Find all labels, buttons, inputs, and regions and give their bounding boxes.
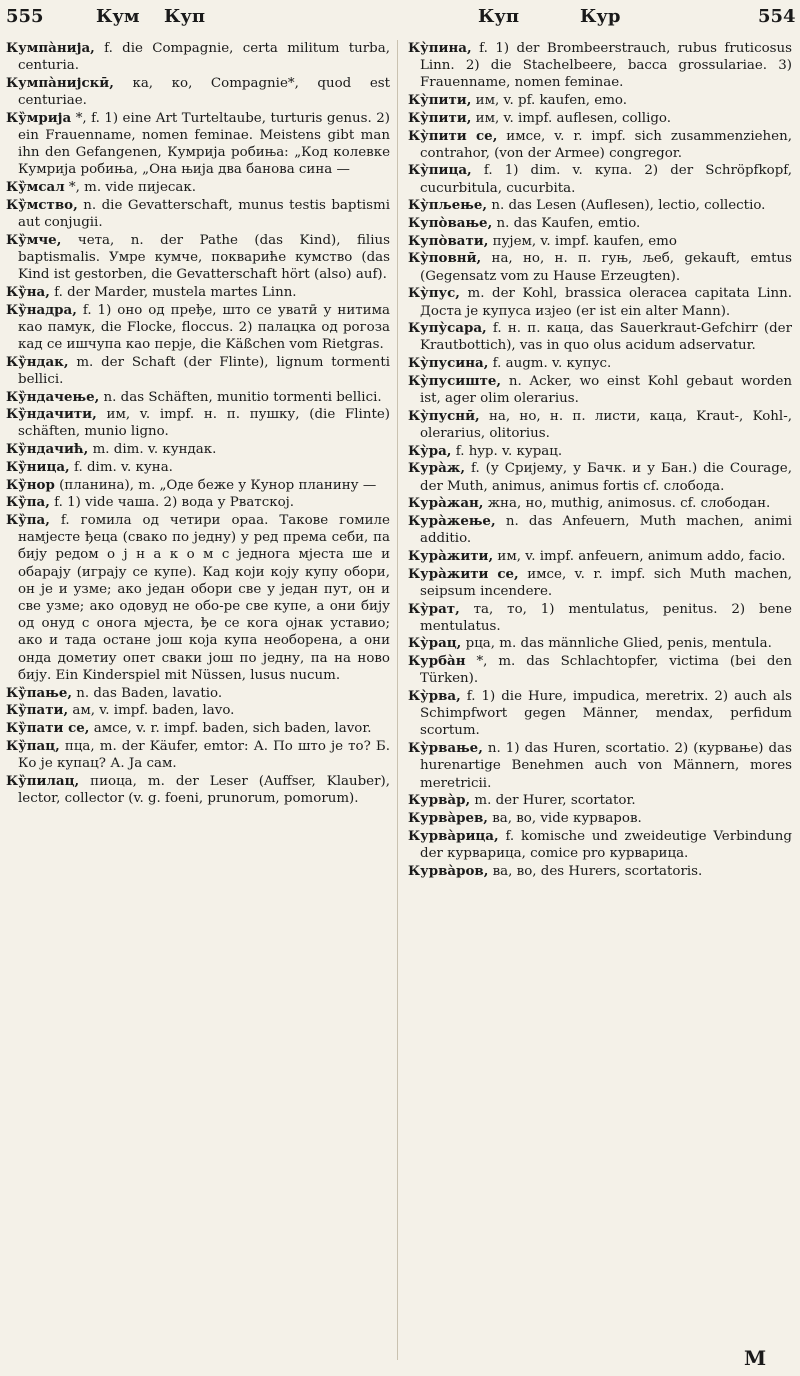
dictionary-entry xyxy=(408,863,792,880)
dictionary-entry xyxy=(408,408,792,442)
entry-definition: f. 1) оно од пређе, што се уватӣ у нитима као памук, die Flocke, floccus. 2) палацка од рогоза кад се ишчупа као перје, die Käßchen vom Rietgras. xyxy=(18,302,390,352)
entry-headword: Ку̏па, xyxy=(6,494,50,511)
signature-mark: M xyxy=(744,1346,767,1370)
dictionary-entry xyxy=(6,284,390,301)
entry-headword: Ку̀рвање, xyxy=(408,740,483,757)
dictionary-entry xyxy=(408,110,792,127)
entry-definition: ка, ко, Compagnie*, quod est centuriae. xyxy=(18,75,390,109)
entry-headword: Курба̀н xyxy=(408,653,466,670)
right-page-number: 554 xyxy=(758,6,796,27)
dictionary-entry xyxy=(408,810,792,827)
entry-definition: f. der Marder, mustela martes Linn. xyxy=(54,284,297,300)
entry-definition: f. 1) die Hure, impudica, meretrix. 2) auch als Schimpfwort gegen Männer, mendax, perfidum scortum. xyxy=(420,689,792,739)
entry-headword: Кура̀жење, xyxy=(408,512,496,529)
entry-headword: Ку̏пати, xyxy=(6,702,69,719)
entry-headword: Курва̀рев, xyxy=(408,809,488,826)
entry-definition: ва, во, vide курваров. xyxy=(492,810,642,826)
entry-headword: Ку̏мче, xyxy=(6,231,62,248)
dictionary-entry xyxy=(6,685,390,702)
entry-definition: m. der Schaft (der Flinte), lignum tormenti bellici. xyxy=(18,354,390,387)
left-guide-word-first: Кум xyxy=(96,6,140,27)
dictionary-entry xyxy=(408,40,792,92)
dictionary-entry xyxy=(408,162,792,196)
entry-headword: Ку̏па, xyxy=(6,511,50,528)
entry-headword: Ку̀пусиште, xyxy=(408,372,502,389)
dictionary-entry xyxy=(6,389,390,406)
dictionary-entry xyxy=(408,128,792,162)
entry-definition: им, v. impf. auflesen, colligo. xyxy=(475,110,672,126)
dictionary-entry xyxy=(408,233,792,250)
entry-headword: Ку̏ндачити, xyxy=(6,406,97,423)
entry-definition: f. dim. v. куна. xyxy=(73,459,173,475)
entry-headword: Ку̏пати се, xyxy=(6,719,90,736)
dictionary-entry xyxy=(6,512,390,684)
entry-headword: Ку̏мрија xyxy=(6,109,72,126)
entry-headword: Ку̀пица, xyxy=(408,162,472,179)
right-guide-word-last: Кур xyxy=(580,6,621,27)
entry-definition: n. 1) das Huren, scortatio. 2) (курвање) das hurenartige Benehmen auch von Männern, mores meretricii. xyxy=(420,741,792,791)
left-column xyxy=(6,40,390,1360)
entry-definition: *, f. 1) eine Art Turteltaube, turturis genus. 2) ein Frauenname, nomen feminae. Meistens gibt man ihn den Gefangenen, Кумрија робиња: „Код колевке Кумрија робиња, „Она њија два банова сина — xyxy=(18,110,390,178)
dictionary-entry xyxy=(6,459,390,476)
entry-headword: Кура̀жан, xyxy=(408,495,484,512)
dictionary-entry xyxy=(408,320,792,354)
dictionary-entry xyxy=(6,110,390,179)
entry-definition: n. die Gevatterschaft, munus testis baptismi aut conjugii. xyxy=(18,197,390,231)
entry-headword: Купу̀сара, xyxy=(408,320,487,337)
entry-definition: f. hyp. v. курац. xyxy=(455,443,563,459)
entry-headword: Ку̏на, xyxy=(6,283,50,300)
entry-headword: Ку̏пац, xyxy=(6,737,60,754)
entry-definition: имсе, v. r. impf. sich zusammenziehen, contrahor, (von der Armee) congregor. xyxy=(420,128,792,161)
dictionary-entry xyxy=(6,75,390,109)
entry-definition: f. гомила од четири ораа. Такове гомиле намјесте ђеца (свако по једну) у ред према себи, па бију редом о ј н а к о м с једнога мјеста ше и обарају (играју се купе). Кад који коју купу обори, он је и узме; ако један обори све у један пут, он и све узме; ако одовуд не обо-ре све купе, а они бију од онуд с онога мјеста, ђе се кога ојнак уставио; ако и тада остане још која купа необорена, а они онда дометиу опет сваки још по једну, па на ново бију. Ein Kinderspiel mit Nüssen, lusus nucum. xyxy=(18,512,390,683)
entry-headword: Кура̀ж, xyxy=(408,460,465,477)
dictionary-entry xyxy=(6,773,390,807)
entry-headword: Ку̀пити, xyxy=(408,92,472,109)
entry-definition: чета, n. der Pathe (das Kind), filius baptismalis. Умре кумче, поквариће кумство (das Kind ist gestorben, die Gevatterschaft hört (also) auf). xyxy=(18,232,390,283)
entry-headword: Кумпа̀нијскӣ, xyxy=(6,74,114,91)
entry-definition: n. das Kaufen, emtio. xyxy=(496,216,641,232)
dictionary-entry xyxy=(408,601,792,635)
entry-headword: Ку̀рац, xyxy=(408,635,462,652)
entry-headword: Ку̀повнӣ, xyxy=(408,250,482,267)
dictionary-entry xyxy=(6,477,390,494)
dictionary-entry xyxy=(408,215,792,232)
entry-headword: Ку̀пина, xyxy=(408,40,472,56)
entry-headword: Ку̏ндачење, xyxy=(6,388,100,405)
entry-definition: n. das Lesen (Auflesen), lectio, collectio. xyxy=(491,198,766,214)
entry-definition: та, то, 1) mentulatus, penitus. 2) bene mentulatus. xyxy=(420,601,792,634)
entry-headword: Ку̀рат, xyxy=(408,600,460,617)
entry-definition: на, но, н. п. гуњ, љеб, gekauft, emtus (Gegensatz vom zu Hause Erzeugten). xyxy=(420,251,792,284)
entry-headword: Курва̀р, xyxy=(408,792,471,809)
dictionary-entry xyxy=(408,828,792,862)
entry-definition: *, m. das Schlachtopfer, victima (bei den Türken). xyxy=(420,654,792,687)
column-divider xyxy=(397,40,398,1360)
entry-headword: Купо̀вати, xyxy=(408,232,489,249)
left-page-number: 555 xyxy=(6,6,44,27)
dictionary-entry xyxy=(408,635,792,652)
entry-headword: Ку̏пање, xyxy=(6,684,72,701)
entry-headword: Ку̏мство, xyxy=(6,196,78,213)
entry-definition: им, v. impf. н. п. пушку, (die Flinte) schäften, munio ligno. xyxy=(18,407,390,440)
entry-definition: пца, m. der Käufer, emtor: А. По што је то? Б. Ко је купац? А. Ја сам. xyxy=(18,738,390,771)
entry-headword: Ку̀рва, xyxy=(408,688,461,705)
dictionary-entry xyxy=(6,720,390,737)
entry-definition: амсе, v. r. impf. baden, sich baden, lavor. xyxy=(93,720,372,736)
page-header xyxy=(0,6,800,34)
dictionary-entry xyxy=(6,702,390,719)
dictionary-entry xyxy=(6,197,390,231)
entry-headword: Ку̏мсал xyxy=(6,179,65,196)
dictionary-entry xyxy=(408,688,792,740)
entry-definition: рца, m. das männliche Glied, penis, mentula. xyxy=(465,636,772,652)
entry-definition: имсе, v. r. impf. sich Muth machen, seipsum incendere. xyxy=(420,566,792,599)
entry-headword: Ку̏нор xyxy=(6,476,55,493)
entry-definition: f. 1) vide чаша. 2) вода у Рватској. xyxy=(54,495,295,511)
dictionary-entry xyxy=(6,441,390,458)
entry-definition: им, v. pf. kaufen, emo. xyxy=(475,93,628,109)
left-guide-word-last: Куп xyxy=(164,6,206,27)
dictionary-entry xyxy=(408,495,792,512)
dictionary-entry xyxy=(408,566,792,600)
dictionary-entry xyxy=(408,355,792,372)
entry-headword: Кура̀жити се, xyxy=(408,565,519,582)
entry-headword: Ку̀пљење, xyxy=(408,197,488,214)
entry-definition: пујем, v. impf. kaufen, emo xyxy=(492,233,677,249)
entry-headword: Ку̀ра, xyxy=(408,442,452,459)
dictionary-entry xyxy=(408,250,792,284)
entry-headword: Ку̏пилац, xyxy=(6,772,80,789)
dictionary-entry xyxy=(6,354,390,388)
entry-headword: Кумпа̀нија, xyxy=(6,40,95,56)
entry-definition: f. augm. v. купус. xyxy=(492,356,612,372)
entry-headword: Ку̏надра, xyxy=(6,301,77,318)
entry-definition: m. der Kohl, brassica oleracea capitata Linn. Доста је купуса изјео (er ist ein alter Mann). xyxy=(420,286,792,319)
dictionary-entry xyxy=(6,302,390,354)
entry-headword: Ку̀пусина, xyxy=(408,355,489,372)
entry-headword: Ку̏ндачић, xyxy=(6,441,89,458)
dictionary-entry xyxy=(408,285,792,319)
entry-definition: (планина), m. „Оде беже у Кунор планину — xyxy=(59,477,377,493)
dictionary-entry xyxy=(6,406,390,440)
entry-headword: Ку̀пити се, xyxy=(408,127,498,144)
entry-headword: Кура̀жити, xyxy=(408,547,494,564)
entry-headword: Ку̏ндак, xyxy=(6,353,69,370)
dictionary-entry xyxy=(408,740,792,792)
dictionary-entry xyxy=(6,232,390,284)
entry-definition: жна, но, muthig, animosus. cf. слободан. xyxy=(487,496,771,512)
entry-definition: m. dim. v. кундак. xyxy=(92,442,217,458)
entry-definition: f. н. п. каца, das Sauerkraut-Gefchirr (der Krautbottich), vas in quo olus acidum adservatur. xyxy=(420,321,792,354)
entry-definition: им, v. impf. anfeuern, animum addo, facio. xyxy=(497,548,786,564)
entry-definition: f. 1) dim. v. купа. 2) der Schröpfkopf, cucurbitula, cucurbita. xyxy=(420,163,792,196)
entry-headword: Ку̀пус, xyxy=(408,285,460,302)
entry-headword: Ку̏ница, xyxy=(6,458,70,475)
dictionary-entry xyxy=(408,653,792,687)
right-column xyxy=(408,40,792,1360)
entry-headword: Ку̀пити, xyxy=(408,109,472,126)
entry-headword: Купо̀вање, xyxy=(408,215,493,232)
dictionary-entry xyxy=(408,792,792,809)
entry-definition: ва, во, des Hurers, scortatoris. xyxy=(492,863,703,879)
entry-headword: Курва̀ров, xyxy=(408,862,489,879)
dictionary-entry xyxy=(6,40,390,74)
right-guide-word-first: Куп xyxy=(478,6,520,27)
entry-definition: f. komische und zweideutige Verbindung der курварица, comice pro курварица. xyxy=(420,828,792,861)
entry-definition: n. das Anfeuern, Muth machen, animi additio. xyxy=(420,513,792,547)
entry-definition: n. das Schäften, munitio tormenti bellici. xyxy=(103,389,382,405)
entry-definition: f. 1) der Brombeerstrauch, rubus fruticosus Linn. 2) die Stachelbeere, bacca grossulariae. 3) Frauenname, nomen feminae. xyxy=(420,41,792,91)
entry-definition: n. das Baden, lavatio. xyxy=(76,685,223,701)
dictionary-entry xyxy=(408,373,792,407)
entry-definition: ам, v. impf. baden, lavo. xyxy=(72,703,235,719)
entry-definition: f. die Compagnie, certa militum turba, centuria. xyxy=(18,41,390,74)
entry-headword: Ку̀пуснӣ, xyxy=(408,407,480,424)
entry-headword: Курва̀рица, xyxy=(408,827,499,844)
dictionary-entry xyxy=(6,179,390,196)
entry-definition: f. (у Сријему, у Бачк. и у Бан.) die Courage, der Muth, animus, animus fortis cf. слобода. xyxy=(420,461,792,494)
dictionary-entry xyxy=(408,460,792,494)
dictionary-entry xyxy=(408,513,792,547)
dictionary-entry xyxy=(6,738,390,772)
entry-definition: на, но, н. п. листи, каца, Kraut-, Kohl-, olerarius, olitorius. xyxy=(420,408,792,441)
dictionary-entry xyxy=(408,92,792,109)
dictionary-entry xyxy=(6,494,390,511)
entry-definition: *, m. vide пијесак. xyxy=(68,180,196,196)
entry-definition: m. der Hurer, scortator. xyxy=(474,793,636,809)
dictionary-entry xyxy=(408,548,792,565)
dictionary-entry xyxy=(408,443,792,460)
entry-definition: n. Acker, wo einst Kohl gebaut worden ist, ager olim olerarius. xyxy=(420,373,792,407)
dictionary-entry xyxy=(408,197,792,214)
entry-definition: пиоца, m. der Leser (Auffser, Klauber), lector, collector (v. g. foeni, prunorum, pomorum). xyxy=(18,773,390,806)
